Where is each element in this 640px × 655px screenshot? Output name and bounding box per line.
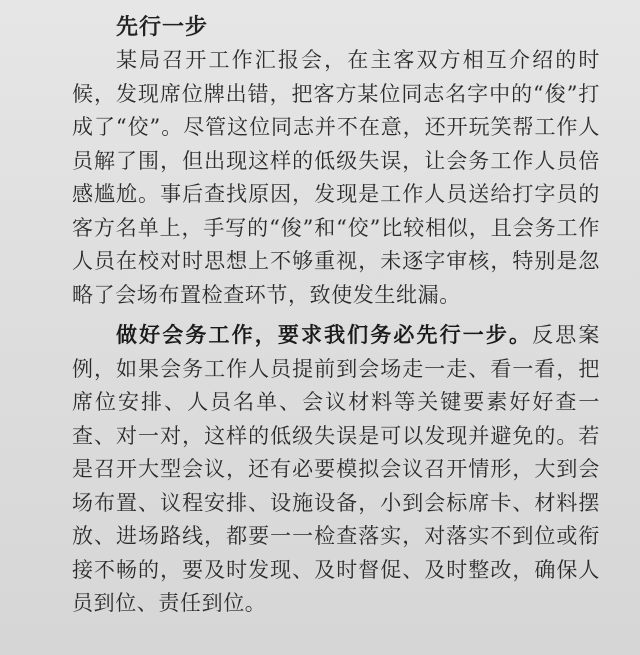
- section-title: 先行一步: [116, 14, 209, 40]
- paragraph-case: 某局召开工作汇报会，在主客双方相互介绍的时候，发现席位牌出错，把客方某位同志名字中的“俊”打成了“佼”。尽管这位同志并不在意，还开玩笑帮工作人员解了围，但出现这样的低级失误，让会务工作人员倍感尴尬。事后查找原因，发现是工作人员送给打字员的客方名单上，手写的“俊”和“佼”比较相似，且会务工作人员在校对时思想上不够重视，未逐字审核，特别是忽略了会场布置检查环节，致使发生纰漏。: [72, 48, 600, 307]
- paragraph-reflection-body: 反思案例，如果会务工作人员提前到会场走一走、看一看，把席位安排、人员名单、会议材料等关键要素好好查一查、对一对，这样的低级失误是可以发现并避免的。若是召开大型会议，还有必要模拟会议召开情形，大到会场布置、议程安排、设施设备，小到会标席卡、材料摆放、进场路线，都要一一检查落实，对落实不到位或衔接不畅的，要及时发现、及时督促、及时整改，确保人员到位、责任到位。: [72, 323, 600, 615]
- paragraph-lead-sentence: 做好会务工作，要求我们务必先行一步。: [116, 322, 533, 347]
- paragraph-reflection: [72, 318, 600, 621]
